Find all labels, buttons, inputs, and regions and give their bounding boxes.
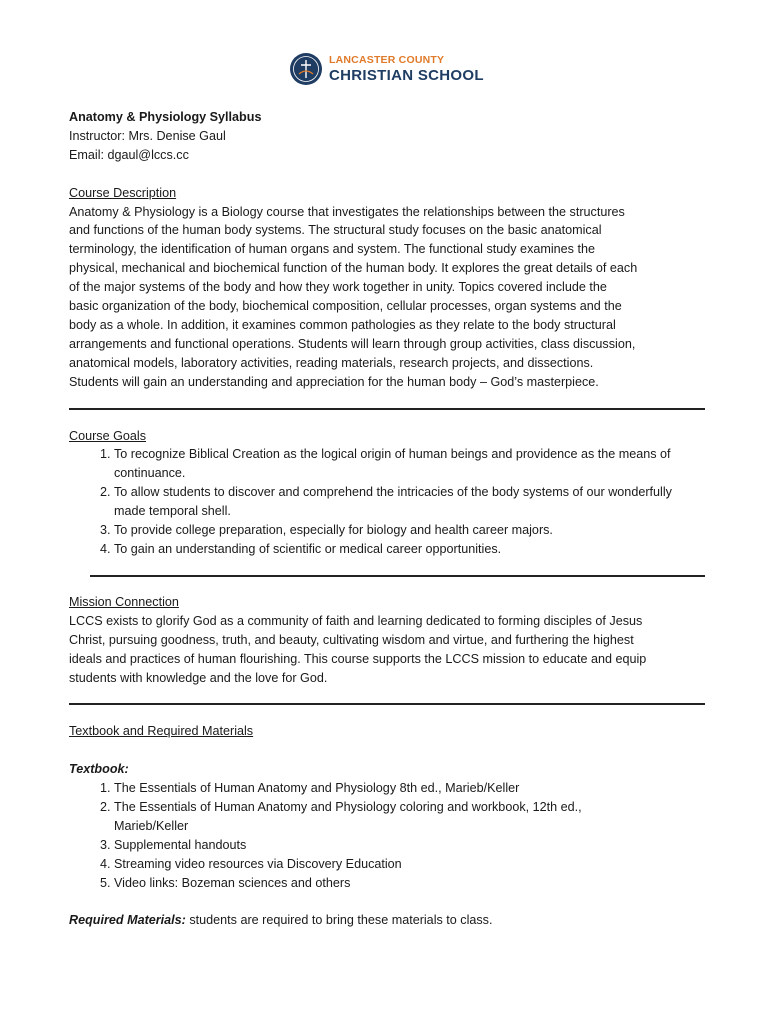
description-line: arrangements and functional operations. Students will learn through group activities, class discussion, bbox=[69, 336, 636, 351]
course-description-heading: Course Description bbox=[69, 185, 177, 200]
school-logo bbox=[289, 52, 484, 86]
mission-line: Christ, pursuing goodness, truth, and beauty, cultivating wisdom and virtue, and furthering the highest bbox=[69, 632, 634, 647]
description-line: Students will gain an understanding and appreciation for the human body – God’s masterpiece. bbox=[69, 374, 599, 389]
list-item: 2. To allow students to discover and comprehend the intricacies of the body systems of our wonderfully made temporal shell. bbox=[114, 483, 674, 521]
list-item: 5. Video links: Bozeman sciences and others bbox=[114, 874, 644, 893]
list-item: 1. To recognize Biblical Creation as the logical origin of human beings and providence as the means of continuance. bbox=[114, 445, 674, 483]
school-name-top: LANCASTER COUNTY bbox=[329, 54, 445, 67]
syllabus-title: Anatomy & Physiology Syllabus bbox=[69, 110, 262, 124]
course-goals-heading: Course Goals bbox=[69, 428, 146, 443]
mission-connection-text bbox=[69, 612, 705, 688]
list-item: 3. Supplemental handouts bbox=[114, 836, 644, 855]
description-line: body as a whole. In addition, it examines common pathologies as they relate to the body structural bbox=[69, 317, 616, 332]
school-name-main: CHRISTIAN SCHOOL bbox=[329, 66, 484, 84]
syllabus-content bbox=[69, 108, 705, 930]
textbook-materials-heading: Textbook and Required Materials bbox=[69, 724, 254, 739]
email-line: Email: dgaul@lccs.cc bbox=[69, 147, 189, 162]
description-line: terminology, the identification of human organs and system. The functional study examines the bbox=[69, 242, 595, 257]
school-seal-icon bbox=[289, 52, 323, 86]
description-line: and functions of the human body systems. The structural study focuses on the basic anatomical bbox=[69, 223, 602, 238]
list-item: 4. Streaming video resources via Discovery Education bbox=[114, 855, 644, 874]
textbook-list bbox=[69, 779, 705, 892]
mission-line: ideals and practices of human flourishing. This course supports the LCCS mission to educate and equip bbox=[69, 651, 647, 666]
description-line: basic organization of the body, biochemical composition, cellular processes, organ systems and the bbox=[69, 299, 622, 314]
list-item: 1. The Essentials of Human Anatomy and Physiology 8th ed., Marieb/Keller bbox=[114, 779, 644, 798]
course-description-text bbox=[69, 203, 705, 392]
required-materials-text: students are required to bring these materials to class. bbox=[185, 913, 493, 928]
description-line: physical, mechanical and biochemical function of the human body. It explores the great details of each bbox=[69, 261, 638, 276]
mission-connection-heading: Mission Connection bbox=[69, 594, 179, 609]
list-item: 2. The Essentials of Human Anatomy and Physiology coloring and workbook, 12th ed., Marieb/Keller bbox=[114, 798, 644, 836]
required-materials-label: Required Materials: bbox=[69, 913, 186, 928]
mission-line: students with knowledge and the love for God. bbox=[69, 670, 328, 685]
instructor-line: Instructor: Mrs. Denise Gaul bbox=[69, 128, 226, 143]
textbook-label: Textbook: bbox=[69, 762, 129, 777]
list-item: 3. To provide college preparation, especially for biology and health career majors. bbox=[114, 521, 674, 540]
required-materials-line bbox=[69, 911, 705, 930]
course-goals-list bbox=[69, 445, 705, 558]
description-line: Anatomy & Physiology is a Biology course that investigates the relationships between the structures bbox=[69, 204, 625, 219]
list-item: 4. To gain an understanding of scientific or medical career opportunities. bbox=[114, 540, 674, 559]
description-line: anatomical models, laboratory activities, reading materials, research projects, and dissections. bbox=[69, 355, 594, 370]
mission-line: LCCS exists to glorify God as a community of faith and learning dedicated to forming disciples of Jesus bbox=[69, 613, 643, 628]
description-line: of the major systems of the body and how they work together in unity. Topics covered include the bbox=[69, 280, 607, 295]
